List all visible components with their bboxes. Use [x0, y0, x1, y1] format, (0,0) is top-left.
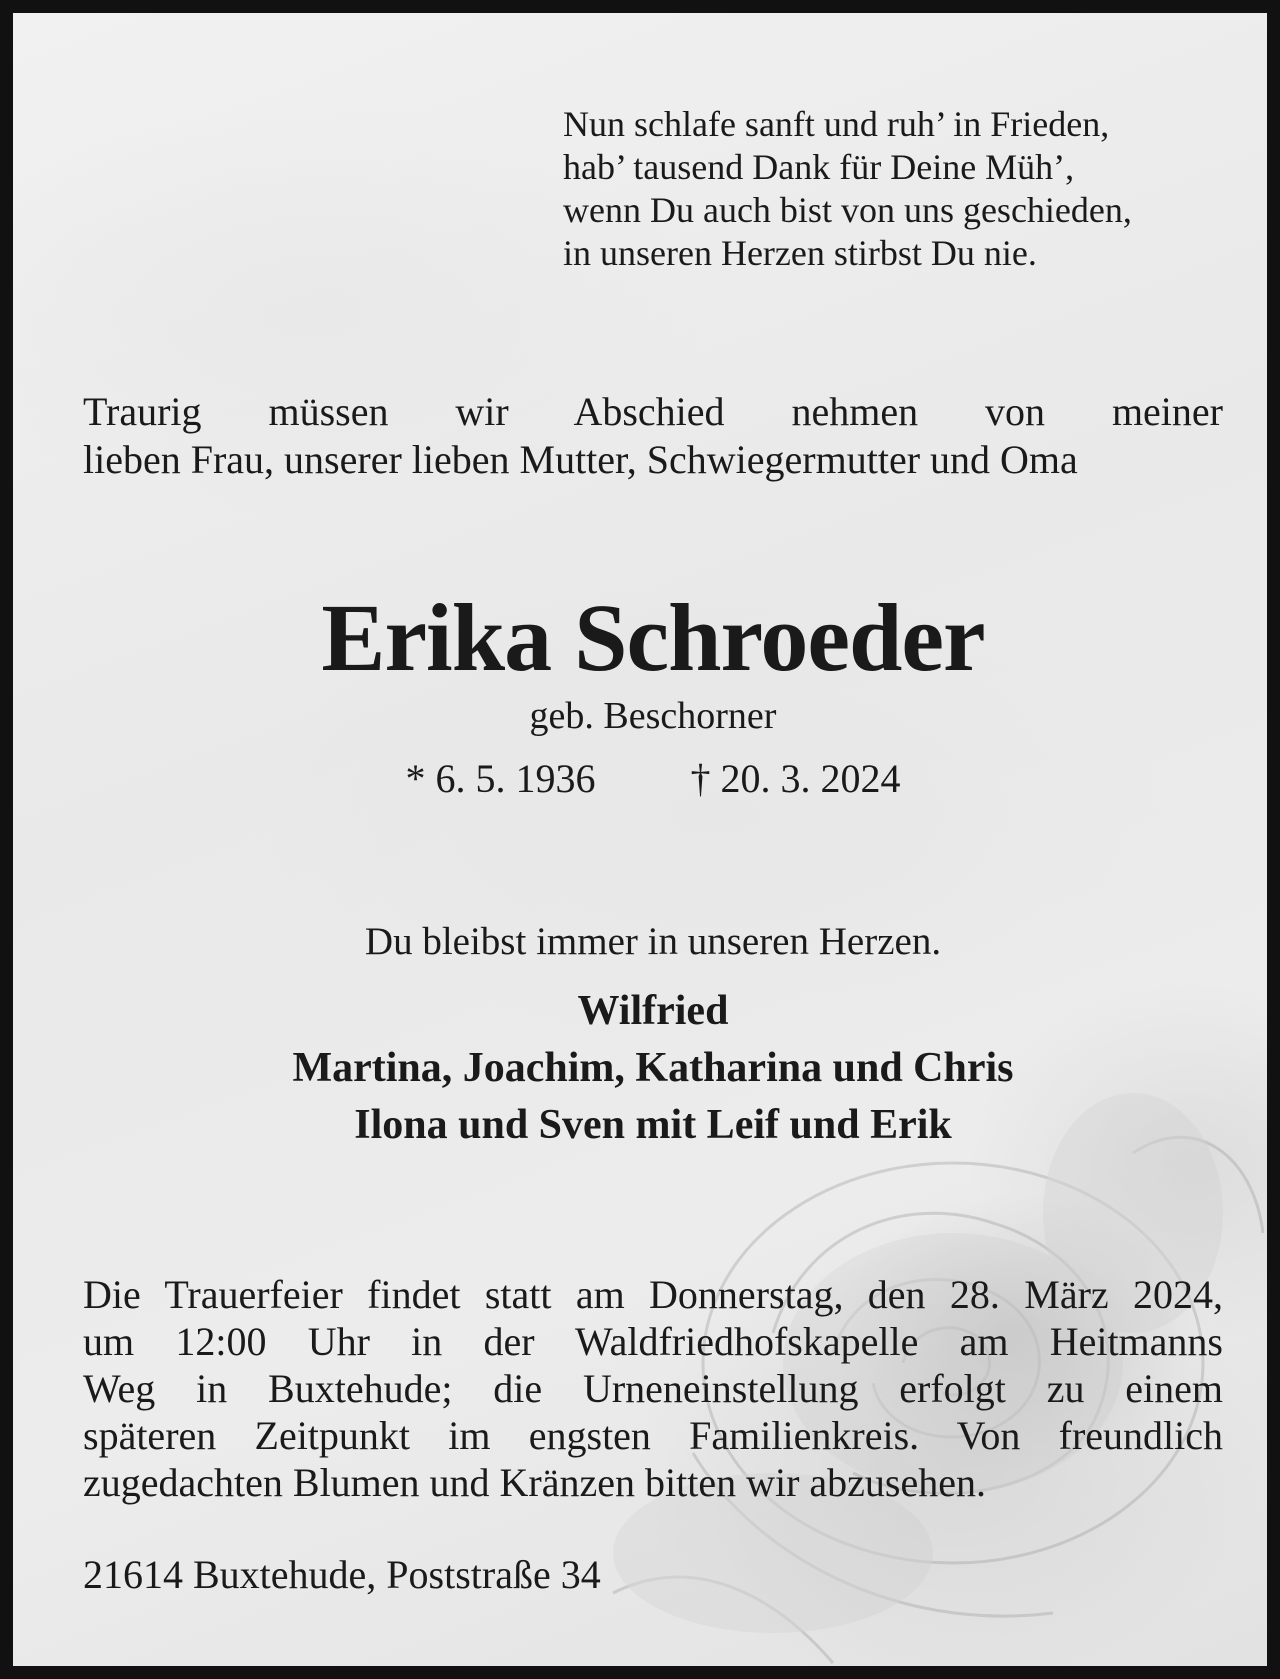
service-line: zugedachten Blumen und Kränzen bitten wir abzusehen. [83, 1460, 987, 1505]
family-line: Wilfried [577, 988, 729, 1034]
intro-line: lieben Frau, unserer lieben Mutter, Schwiegermutter und Oma [83, 437, 1078, 482]
family-address: 21614 Buxtehude, Poststraße 34 [83, 1552, 601, 1597]
life-dates [13, 755, 1280, 803]
service-line: späteren Zeitpunkt im engsten Familienkreis. Von freundlich [83, 1413, 1223, 1458]
family-names [13, 983, 1280, 1154]
family-line: Ilona und Sven mit Leif und Erik [354, 1102, 952, 1148]
birth-date: * 6. 5. 1936 [405, 756, 596, 801]
poem-verse [563, 103, 1213, 275]
death-date: † 20. 3. 2024 [690, 756, 901, 801]
service-line: um 12:00 Uhr in der Waldfriedhofskapelle am Heitmanns [83, 1319, 1223, 1364]
birth-name: geb. Beschorner [529, 695, 777, 737]
poem-line: Nun schlafe sanft und ruh’ in Frieden, [563, 104, 1110, 144]
funeral-service-text [83, 1271, 1223, 1506]
closing-line: Du bleibst immer in unseren Herzen. [364, 920, 942, 963]
poem-line: in unseren Herzen stirbst Du nie. [563, 233, 1037, 273]
service-line: Die Trauerfeier findet statt am Donnerstag, den 28. März 2024, [83, 1272, 1223, 1317]
service-line: Weg in Buxtehude; die Urneneinstellung erfolgt zu einem [83, 1366, 1223, 1411]
deceased-name: Erika Schroeder [321, 584, 985, 691]
poem-line: wenn Du auch bist von uns geschieden, [563, 190, 1132, 230]
family-line: Martina, Joachim, Katharina und Chris [292, 1045, 1014, 1091]
intro-text [83, 388, 1223, 484]
intro-line: Traurig müssen wir Abschied nehmen von meiner [83, 389, 1223, 434]
poem-line: hab’ tausend Dank für Deine Müh’, [563, 147, 1075, 187]
